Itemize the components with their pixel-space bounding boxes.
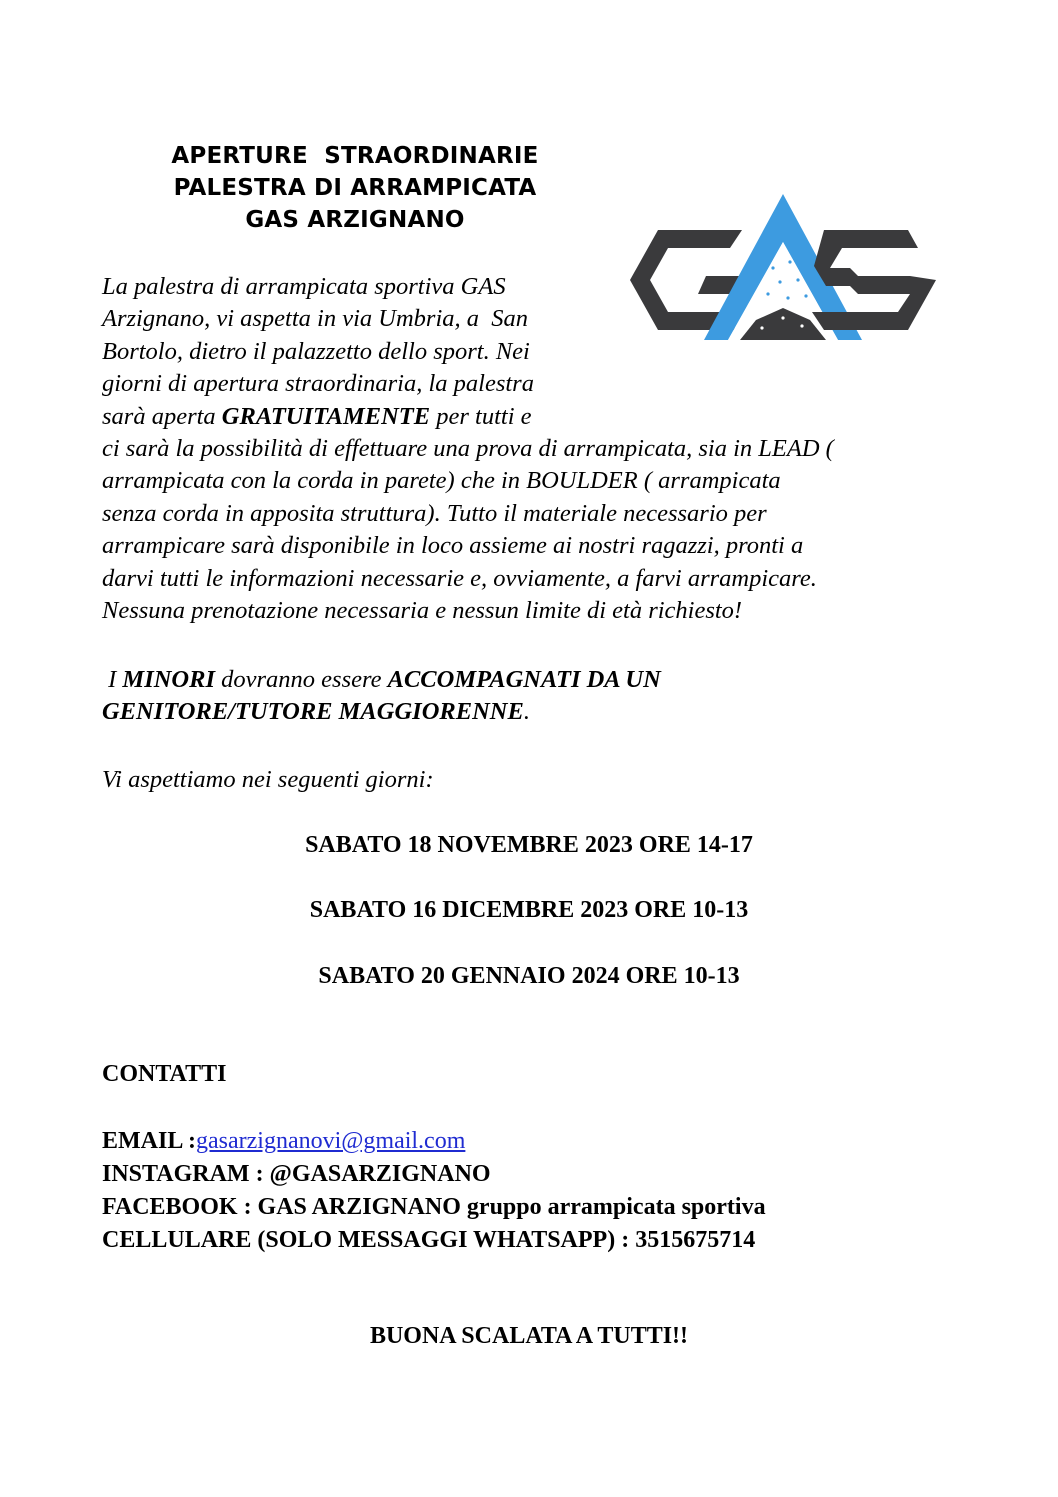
email-link[interactable]: gasarzignanovi@gmail.com xyxy=(196,1128,466,1154)
minors-emphasis: GENITORE/TUTORE MAGGIORENNE xyxy=(102,698,524,725)
opening-date: SABATO 18 NOVEMBRE 2023 ORE 14-17 xyxy=(305,832,753,858)
intro-line: senza corda in apposita struttura). Tutto il materiale necessario per xyxy=(102,499,767,527)
intro-line: giorni di apertura straordinaria, la palestra xyxy=(102,370,534,398)
contact-email xyxy=(102,1125,766,1158)
minors-text: dovranno essere xyxy=(215,666,388,693)
closing-message: BUONA SCALATA A TUTTI!! xyxy=(369,1323,689,1349)
minors-notice xyxy=(102,664,972,728)
email-label: EMAIL : xyxy=(102,1128,197,1154)
minors-text: . xyxy=(523,698,530,725)
title-line-3: GAS ARZIGNANO xyxy=(245,207,465,233)
contacts-heading: CONTATTI xyxy=(102,1061,227,1087)
minors-emphasis: ACCOMPAGNATI DA UN xyxy=(387,666,661,693)
intro-line: Bortolo, dietro il palazzetto dello sport. Nei xyxy=(102,337,530,365)
page-title xyxy=(100,140,610,236)
title-line-2: PALESTRA DI ARRAMPICATA xyxy=(173,175,537,201)
intro-line xyxy=(102,401,972,433)
intro-line: ci sarà la possibilità di effettuare una prova di arrampicata, sia in LEAD ( xyxy=(102,435,834,463)
intro-line: arrampicare sarà disponibile in loco assieme ai nostri ragazzi, pronti a xyxy=(102,532,804,560)
contacts-list xyxy=(102,1125,766,1257)
title-line-1: APERTURE STRAORDINARIE xyxy=(171,143,539,169)
minors-line xyxy=(102,664,972,696)
contact-phone: CELLULARE (SOLO MESSAGGI WHATSAPP) : 3515675714 xyxy=(102,1227,756,1253)
minors-text: I xyxy=(102,666,123,693)
intro-line: Arzignano, vi aspetta in via Umbria, a San xyxy=(102,305,529,333)
intro-text: sarà aperta xyxy=(102,402,222,430)
contact-facebook: FACEBOOK : GAS ARZIGNANO gruppo arrampicata sportiva xyxy=(102,1194,766,1220)
invite-text: Vi aspettiamo nei seguenti giorni: xyxy=(102,766,434,793)
minors-line xyxy=(102,696,972,728)
free-entry-emphasis: GRATUITAMENTE xyxy=(221,402,431,430)
opening-date: SABATO 20 GENNAIO 2024 ORE 10-13 xyxy=(318,963,740,989)
contact-instagram: INSTAGRAM : @GASARZIGNANO xyxy=(102,1161,491,1187)
intro-line: Nessuna prenotazione necessaria e nessun limite di età richiesto! xyxy=(102,597,743,625)
intro-line: arrampicata con la corda in parete) che in BOULDER ( arrampicata xyxy=(102,467,781,495)
intro-paragraph xyxy=(102,271,972,627)
minors-emphasis: MINORI xyxy=(122,666,216,693)
intro-line: La palestra di arrampicata sportiva GAS xyxy=(102,273,506,300)
intro-line: darvi tutti le informazioni necessarie e, ovviamente, a farvi arrampicare. xyxy=(102,564,817,592)
intro-text: per tutti e xyxy=(430,402,532,430)
opening-date: SABATO 16 DICEMBRE 2023 ORE 10-13 xyxy=(309,897,749,923)
